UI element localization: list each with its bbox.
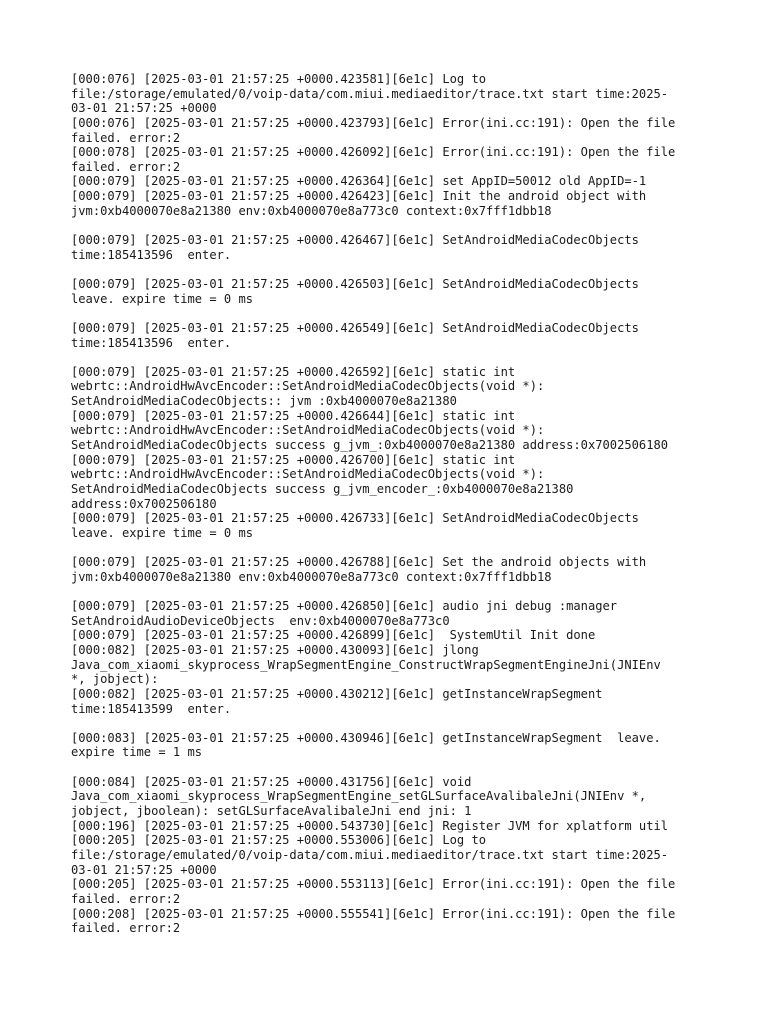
log-line: 03-01 21:57:25 +0000 (71, 862, 217, 877)
log-line: SetAndroidAudioDeviceObjects env:0xb4000070e8a773c0 (71, 613, 450, 628)
log-line: failed. error:2 (71, 921, 181, 936)
log-line: [000:079] [2025-03-01 21:57:25 +0000.426700][6e1c] static int (71, 452, 516, 467)
log-line: time:185413596 enter. (71, 247, 232, 262)
log-line: [000:079] [2025-03-01 21:57:25 +0000.426899][6e1c] SystemUtil Init done (71, 628, 596, 643)
log-line: [000:079] [2025-03-01 21:57:25 +0000.426592][6e1c] static int (71, 364, 516, 379)
log-line: address:0x7002506180 (71, 496, 217, 511)
log-line: [000:196] [2025-03-01 21:57:25 +0000.543730][6e1c] Register JVM for xplatform util (71, 818, 669, 833)
log-line: *, jobject): (71, 672, 159, 687)
log-line: webrtc::AndroidHwAvcEncoder::SetAndroidMediaCodecObjects(void *): (71, 379, 545, 394)
log-text-block (71, 72, 711, 936)
log-line: file:/storage/emulated/0/voip-data/com.miui.mediaeditor/trace.txt start time:2025- (71, 86, 669, 101)
log-line: leave. expire time = 0 ms (71, 525, 254, 540)
log-line: [000:079] [2025-03-01 21:57:25 +0000.426788][6e1c] Set the android objects with (71, 555, 647, 570)
log-line: [000:083] [2025-03-01 21:57:25 +0000.430946][6e1c] getInstanceWrapSegment leave. (71, 730, 661, 745)
log-line: [000:205] [2025-03-01 21:57:25 +0000.553006][6e1c] Log to (71, 833, 487, 848)
log-line: jobject, jboolean): setGLSurfaceAvalibaleJni end jni: 1 (71, 804, 472, 819)
log-line: failed. error:2 (71, 130, 181, 145)
log-line: 03-01 21:57:25 +0000 (71, 101, 217, 116)
log-line: [000:082] [2025-03-01 21:57:25 +0000.430093][6e1c] jlong (71, 642, 479, 657)
log-line (71, 350, 711, 365)
log-line (71, 306, 711, 321)
log-line: [000:079] [2025-03-01 21:57:25 +0000.426503][6e1c] SetAndroidMediaCodecObjects (71, 276, 639, 291)
log-line: [000:079] [2025-03-01 21:57:25 +0000.426423][6e1c] Init the android object with (71, 189, 647, 204)
log-line: SetAndroidMediaCodecObjects:: jvm :0xb4000070e8a21380 (71, 394, 457, 409)
log-line: jvm:0xb4000070e8a21380 env:0xb4000070e8a773c0 context:0x7fff1dbb18 (71, 203, 552, 218)
log-line: leave. expire time = 0 ms (71, 291, 254, 306)
log-line: [000:079] [2025-03-01 21:57:25 +0000.426733][6e1c] SetAndroidMediaCodecObjects (71, 511, 639, 526)
log-line: [000:208] [2025-03-01 21:57:25 +0000.555541][6e1c] Error(ini.cc:191): Open the file (71, 906, 676, 921)
log-line: webrtc::AndroidHwAvcEncoder::SetAndroidMediaCodecObjects(void *): (71, 467, 545, 482)
log-line: [000:079] [2025-03-01 21:57:25 +0000.426644][6e1c] static int (71, 408, 516, 423)
log-line (71, 541, 711, 556)
log-line: [000:079] [2025-03-01 21:57:25 +0000.426467][6e1c] SetAndroidMediaCodecObjects (71, 233, 639, 248)
log-line: [000:076] [2025-03-01 21:57:25 +0000.423581][6e1c] Log to (71, 72, 487, 86)
log-line: Java_com_xiaomi_skyprocess_WrapSegmentEngine_setGLSurfaceAvalibaleJni(JNIEnv *, (71, 789, 647, 804)
log-line: failed. error:2 (71, 159, 181, 174)
log-line (71, 716, 711, 731)
log-line: Java_com_xiaomi_skyprocess_WrapSegmentEngine_ConstructWrapSegmentEngineJni(JNIEnv (71, 657, 661, 672)
log-line: webrtc::AndroidHwAvcEncoder::SetAndroidMediaCodecObjects(void *): (71, 423, 545, 438)
log-line: [000:079] [2025-03-01 21:57:25 +0000.426850][6e1c] audio jni debug :manager (71, 599, 618, 614)
log-line: [000:079] [2025-03-01 21:57:25 +0000.426549][6e1c] SetAndroidMediaCodecObjects (71, 320, 639, 335)
log-line: [000:082] [2025-03-01 21:57:25 +0000.430212][6e1c] getInstanceWrapSegment (71, 686, 603, 701)
log-line: [000:078] [2025-03-01 21:57:25 +0000.426092][6e1c] Error(ini.cc:191): Open the file (71, 145, 676, 160)
log-line: SetAndroidMediaCodecObjects success g_jvm_:0xb4000070e8a21380 address:0x7002506180 (71, 438, 669, 453)
log-line: file:/storage/emulated/0/voip-data/com.miui.mediaeditor/trace.txt start time:2025- (71, 847, 669, 862)
log-line (71, 584, 711, 599)
log-line: [000:205] [2025-03-01 21:57:25 +0000.553113][6e1c] Error(ini.cc:191): Open the file (71, 877, 676, 892)
log-line: expire time = 1 ms (71, 745, 203, 760)
log-line (71, 760, 711, 775)
log-line: jvm:0xb4000070e8a21380 env:0xb4000070e8a773c0 context:0x7fff1dbb18 (71, 569, 552, 584)
log-line: [000:079] [2025-03-01 21:57:25 +0000.426364][6e1c] set AppID=50012 old AppID=-1 (71, 174, 647, 189)
log-line: time:185413599 enter. (71, 701, 232, 716)
log-line: failed. error:2 (71, 891, 181, 906)
log-line (71, 218, 711, 233)
log-line: [000:076] [2025-03-01 21:57:25 +0000.423793][6e1c] Error(ini.cc:191): Open the file (71, 115, 676, 130)
log-line: [000:084] [2025-03-01 21:57:25 +0000.431756][6e1c] void (71, 774, 472, 789)
log-line: time:185413596 enter. (71, 335, 232, 350)
log-line: SetAndroidMediaCodecObjects success g_jvm_encoder_:0xb4000070e8a21380 (71, 481, 574, 496)
log-line (71, 262, 711, 277)
